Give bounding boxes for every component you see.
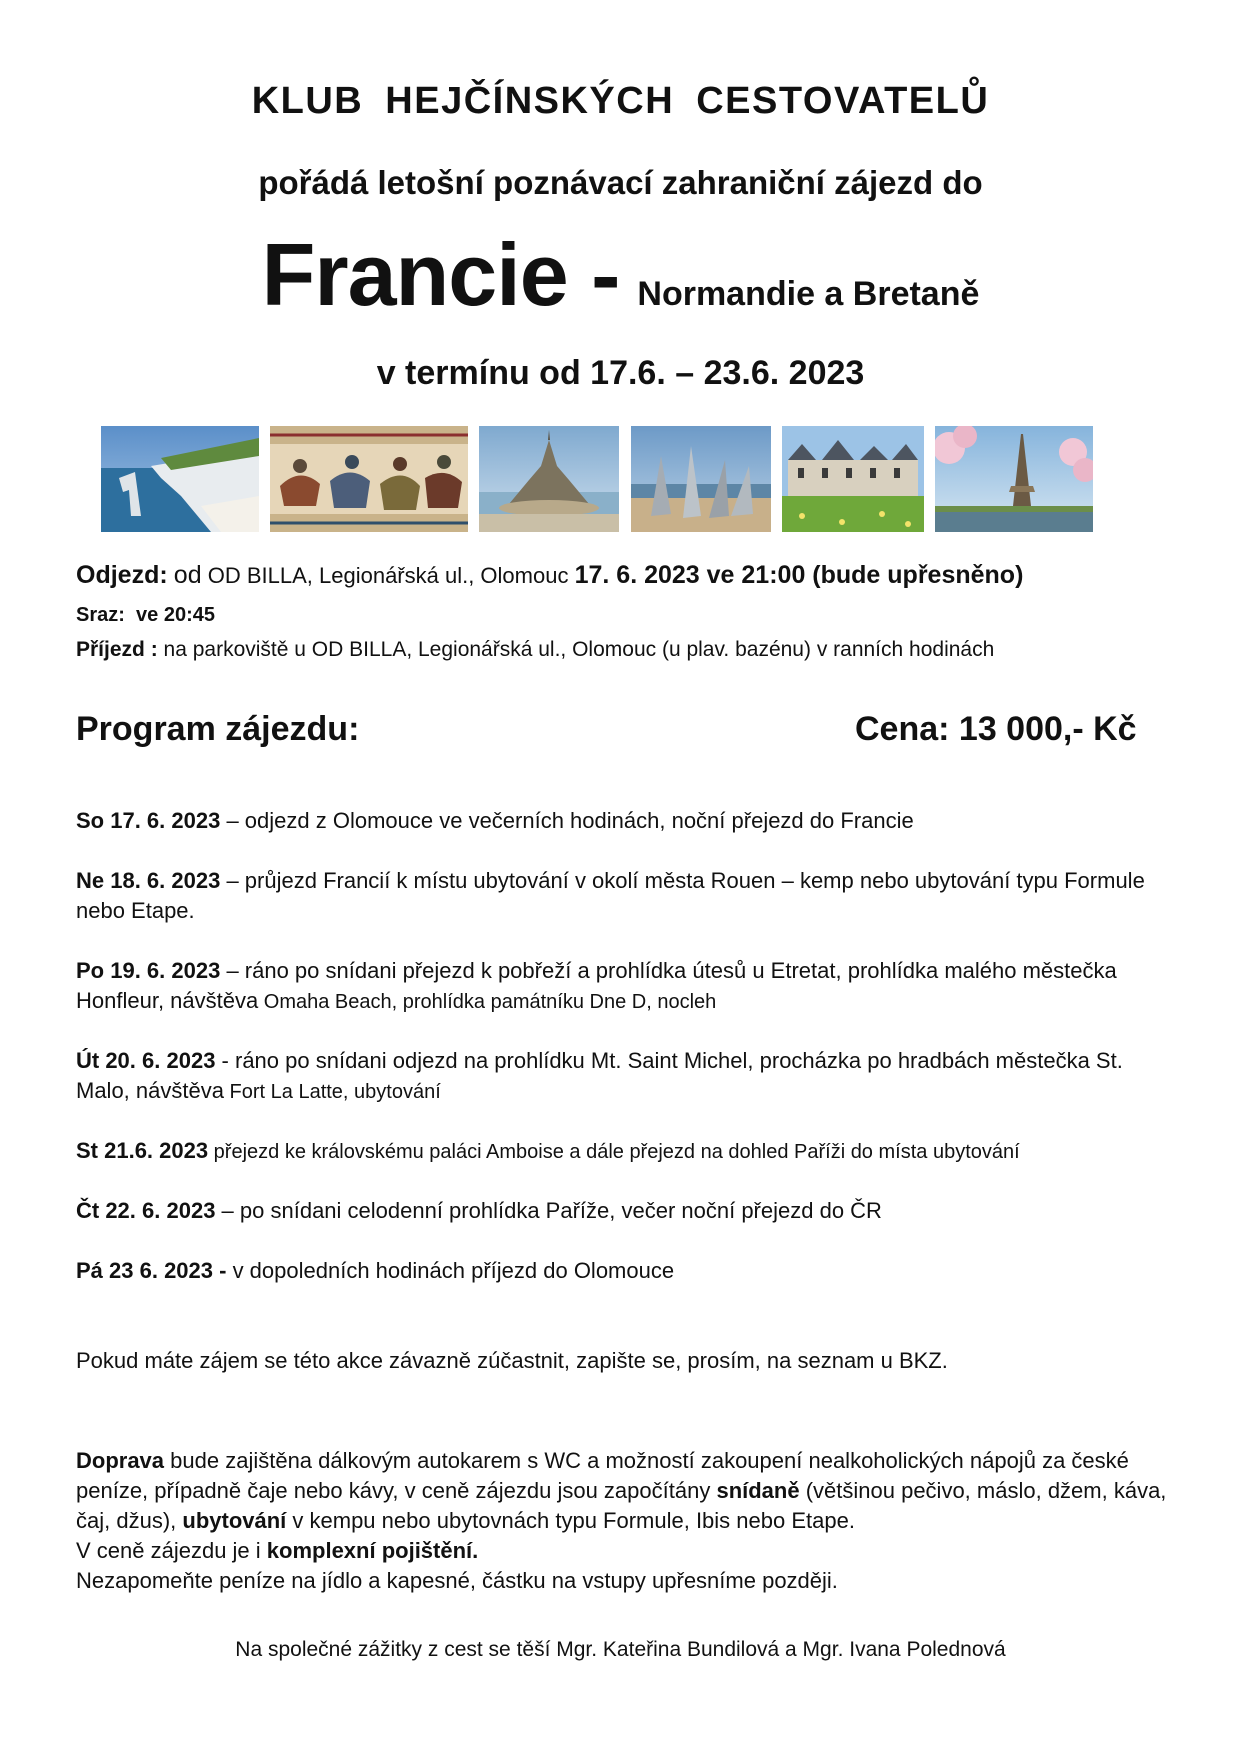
insurance: komplexní pojištění. [266, 1538, 479, 1563]
eiffel-tower-photo [935, 426, 1093, 532]
program-day [76, 866, 1176, 927]
transport-lead: Doprava [76, 1448, 165, 1473]
program-day [76, 1136, 1176, 1167]
mont-saint-michel-photo [479, 426, 619, 532]
signup-note: Pokud máte zájem se této akce závazně zúčastnit, zapište se, prosím, na seznam u BKZ. [76, 1348, 948, 1373]
day-date: So 17. 6. 2023 [76, 808, 221, 833]
day-text-small: Omaha Beach, prohlídka památníku Dne D, nocleh [258, 991, 717, 1013]
destination-main: Francie - [261, 225, 620, 324]
departure-label: Odjezd: [76, 561, 168, 589]
destination-line [0, 224, 1241, 326]
organizes-line: pořádá letošní poznávací zahraniční zájezd do [258, 164, 983, 201]
trip-dates: v termínu od 17.6. – 23.6. 2023 [376, 354, 865, 392]
day-date: Ne 18. 6. 2023 [76, 868, 221, 893]
transport-info [76, 1446, 1176, 1596]
departure-datetime: 17. 6. 2023 ve 21:00 (bude upřesněno) [574, 561, 1024, 589]
program-day [76, 1196, 1176, 1227]
transport-breakfast: snídaně [716, 1478, 800, 1503]
day-text: v dopoledních hodinách příjezd do Olomouce [226, 1258, 675, 1283]
day-date: Pá 23 6. 2023 - [76, 1258, 227, 1283]
program-day [76, 956, 1176, 1017]
day-text-small: Fort La Latte, ubytování [223, 1081, 441, 1103]
arrival-label: Příjezd : [76, 638, 158, 661]
arrival-line [76, 638, 994, 662]
destination-sub: Normandie a Bretaně [637, 275, 980, 313]
etretat-cliffs-photo [101, 426, 259, 532]
club-title: KLUB HEJČÍNSKÝCH CESTOVATELŮ [251, 80, 990, 122]
money-note: Nezapomeňte peníze na jídlo a kapesné, částku na vstupy upřesníme později. [76, 1568, 838, 1593]
program-day [76, 1046, 1176, 1107]
transport-text-3: v kempu nebo ubytovnách typu Formule, Ibis nebo Etape. [286, 1508, 855, 1533]
transport-text-1: bude zajištěna dálkovým autokarem s WC a možností zakoupení nealkoholických nápojů za české peníze, případně čaje nebo kávy, v ceně zájezdu jsou započítány [76, 1448, 1129, 1503]
meeting-line [76, 604, 215, 627]
meeting-time: ve 20:45 [136, 604, 215, 626]
day-text: – odjezd z Olomouce ve večerních hodinách, noční přejezd do Francie [220, 808, 914, 833]
program-day [76, 806, 1176, 837]
day-text: - ráno po snídani odjezd na prohlídku Mt. Saint Michel, procházka po hradbách městečka St. Malo, návštěva [76, 1048, 1123, 1103]
amboise-castle-photo [782, 426, 924, 532]
day-text: – ráno po snídani přejezd k pobřeží a prohlídka útesů u Etretat, prohlídka malého městečka Honfleur, návštěva [76, 958, 1117, 1013]
departure-place: OD BILLA, Legionářská ul., Olomouc [207, 563, 569, 588]
arrival-text: na parkoviště u OD BILLA, Legionářská ul., Olomouc (u plav. bazénu) v ranních hodinách [163, 638, 995, 661]
insurance-pre: V ceně zájezdu je i [76, 1538, 267, 1563]
price: Cena: 13 000,- Kč [855, 710, 1137, 748]
day-date: Čt 22. 6. 2023 [76, 1198, 216, 1223]
program-day [76, 1256, 1176, 1287]
program-title: Program zájezdu: [76, 710, 360, 748]
day-date: Út 20. 6. 2023 [76, 1048, 216, 1073]
day-date: St 21.6. 2023 [76, 1138, 209, 1163]
day-text: – po snídani celodenní prohlídka Paříže, večer noční přejezd do ČR [215, 1198, 882, 1223]
departure-line [76, 561, 1023, 590]
footer-signature: Na společné zážitky z cest se těší Mgr. Kateřina Bundilová a Mgr. Ivana Polednová [235, 1638, 1006, 1661]
departure-od: od [173, 561, 202, 589]
transport-accommodation: ubytování [182, 1508, 287, 1533]
omaha-beach-memorial-photo [631, 426, 771, 532]
transport-text-2: (většinou pečivo, máslo, džem, káva, čaj, džus), [76, 1478, 1167, 1533]
day-text: – průjezd Francií k místu ubytování v okolí města Rouen – kemp nebo ubytování typu Formule nebo Etape. [76, 868, 1145, 923]
meeting-label: Sraz: [76, 604, 125, 626]
day-text-small: přejezd ke královskému paláci Amboise a dále přejezd na dohled Paříži do místa ubytování [208, 1141, 1020, 1163]
bayeux-tapestry-photo [270, 426, 468, 532]
day-date: Po 19. 6. 2023 [76, 958, 221, 983]
